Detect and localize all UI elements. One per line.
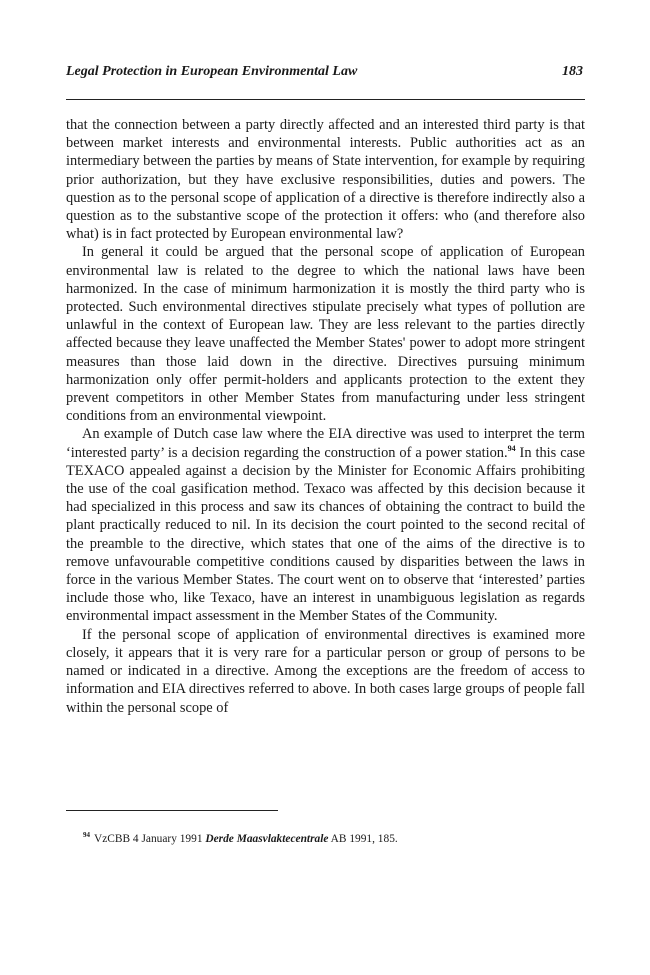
footnote-mark: 94	[83, 831, 90, 840]
paragraph-3-text-start: An example of Dutch case law where the EIA directive was used to interpret the term ‘interested party’ is a decision regarding the construction of a power station.	[66, 426, 585, 461]
running-title: Legal Protection in European Environmental Law	[66, 64, 358, 79]
page-number: 183	[562, 64, 583, 79]
running-head	[66, 64, 585, 84]
footnote-case-name: Derde Maasvlaktecentrale	[205, 833, 329, 845]
book-page	[66, 0, 585, 975]
footnote-rule	[66, 810, 278, 811]
footnote-text-start: VzCBB 4 January 1991	[94, 833, 206, 845]
paragraph-3-text-end: In this case TEXACO appealed against a decision by the Minister for Economic Affairs prohibiting the use of the coal gasification method. Texaco was affected by this decision because it had specialized in this process and saw its chances of obtaining the contract to build the plant practically reduced to nil. In its decision the court pointed to the second recital of the preamble to the directive, which states that one of the aims of the directive is to remove unfavourable competitive conditions caused by disparities between the laws in force in the various Member States. The court went on to observe that ‘interested’ parties include those who, like Texaco, have an interest in unambiguous legislation as regards environmental impact assessment in the Member States of the Community.	[66, 444, 585, 625]
paragraph-3	[66, 425, 585, 625]
footnote-reference: 94	[507, 443, 516, 453]
paragraph-1: that the connection between a party directly affected and an interested third party is that between market interests and environmental interests. Public authorities act as an intermediary between the parties by means of State intervention, for example by requiring prior authorization, but they have exclusive responsibilities, duties and powers. The question as to the personal scope of application of a directive is therefore indirectly also a question as to the substantive scope of the protection it offers: who (and therefore also what) is in fact protected by European environmental law?	[66, 117, 585, 243]
paragraph-4: If the personal scope of application of environmental directives is examined more closely, it appears that it is very rare for a particular person or group of persons to be named or indicated in a directive. Among the exceptions are the freedom of access to information and EIA directives referred to above. In both cases large groups of people fall within the personal scope of	[66, 626, 585, 716]
paragraph-2: In general it could be argued that the personal scope of application of European environmental law is related to the degree to which the national laws have been harmonized. In the case of minimum harmonization it is mostly the third party who is protected. Such environmental directives stipulate precisely what types of pollution are unlawful in the context of European law. They are less relevant to the parties directly affected because they leave unaffected the Member States' power to adopt more stringent measures than those laid down in the directive. Directives pursuing minimum harmonization only offer permit-holders and applicants protection to the extent they prevent competitors in other Member States from manufacturing under less stringent conditions from an environmental viewpoint.	[66, 244, 585, 425]
footnote-text-end: AB 1991, 185.	[328, 833, 398, 845]
body-text	[66, 116, 585, 717]
header-rule	[66, 99, 585, 100]
footnote	[83, 832, 563, 846]
